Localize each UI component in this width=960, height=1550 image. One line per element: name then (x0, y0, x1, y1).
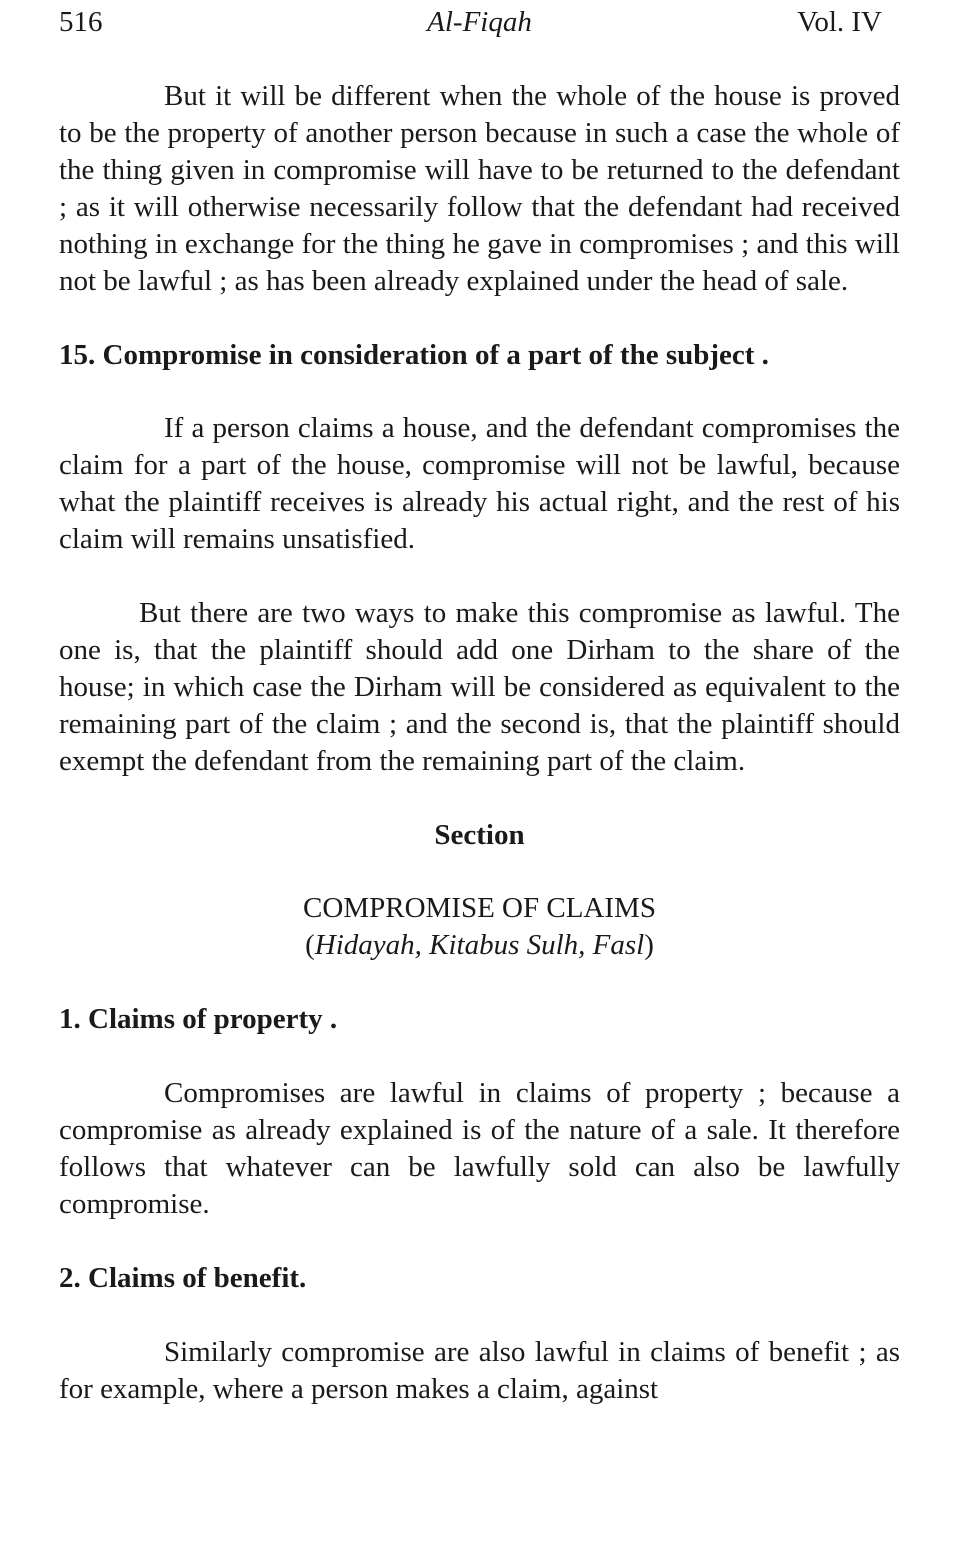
section-source (59, 927, 900, 964)
heading-15-compromise-part-subject: 15. Compromise in consideration of a part of the subject . (59, 339, 769, 371)
section-label: Section (434, 819, 525, 851)
heading-2-claims-benefit: 2. Claims of benefit. (59, 1262, 307, 1294)
section-title: COMPROMISE OF CLAIMS (303, 892, 656, 924)
section-source-open: ( (305, 929, 315, 961)
document-page (59, 0, 900, 1408)
paragraph-claims-benefit: Similarly compromise are also lawful in claims of benefit ; as for example, where a person makes a claim, against (59, 1336, 900, 1405)
paragraph-two-ways: But there are two ways to make this compromise as lawful. The one is, that the plaintiff should add one Dirham to the share of the house; in which case the Dirham will be considered as equivalent to the remaining part of the claim ; and the second is, that the plaintiff should exempt the defendant from the remaining part of the claim. (59, 597, 900, 777)
page-number: 516 (59, 6, 103, 38)
book-title: Al-Fiqah (427, 6, 532, 38)
paragraph-claims-house: If a person claims a house, and the defendant compromises the claim for a part of the house, compromise will not be lawful, because what the plaintiff receives is already his actual right, and the rest of his claim will remains unsatisfied. (59, 412, 900, 555)
section-source-close: ) (644, 929, 654, 961)
page-header (59, 0, 900, 44)
heading-1-claims-property: 1. Claims of property . (59, 1003, 338, 1035)
section-source-text: Hidayah, Kitabus Sulh, Fasl (314, 929, 645, 961)
paragraph-house-property: But it will be different when the whole of the house is proved to be the property of another person because in such a case the whole of the thing given in compromise will have to be returned to the defendant ; as it will otherwise necessarily follow that the defendant had received nothing in exchange for the thing he gave in compromises ; and this will not be lawful ; as has been already explained under the head of sale. (59, 80, 900, 297)
paragraph-claims-property: Compromises are lawful in claims of property ; because a compromise as already explained is of the nature of a sale. It therefore follows that whatever can be lawfully sold can also be lawfully compromise. (59, 1077, 900, 1220)
volume-label: Vol. IV (797, 6, 882, 38)
